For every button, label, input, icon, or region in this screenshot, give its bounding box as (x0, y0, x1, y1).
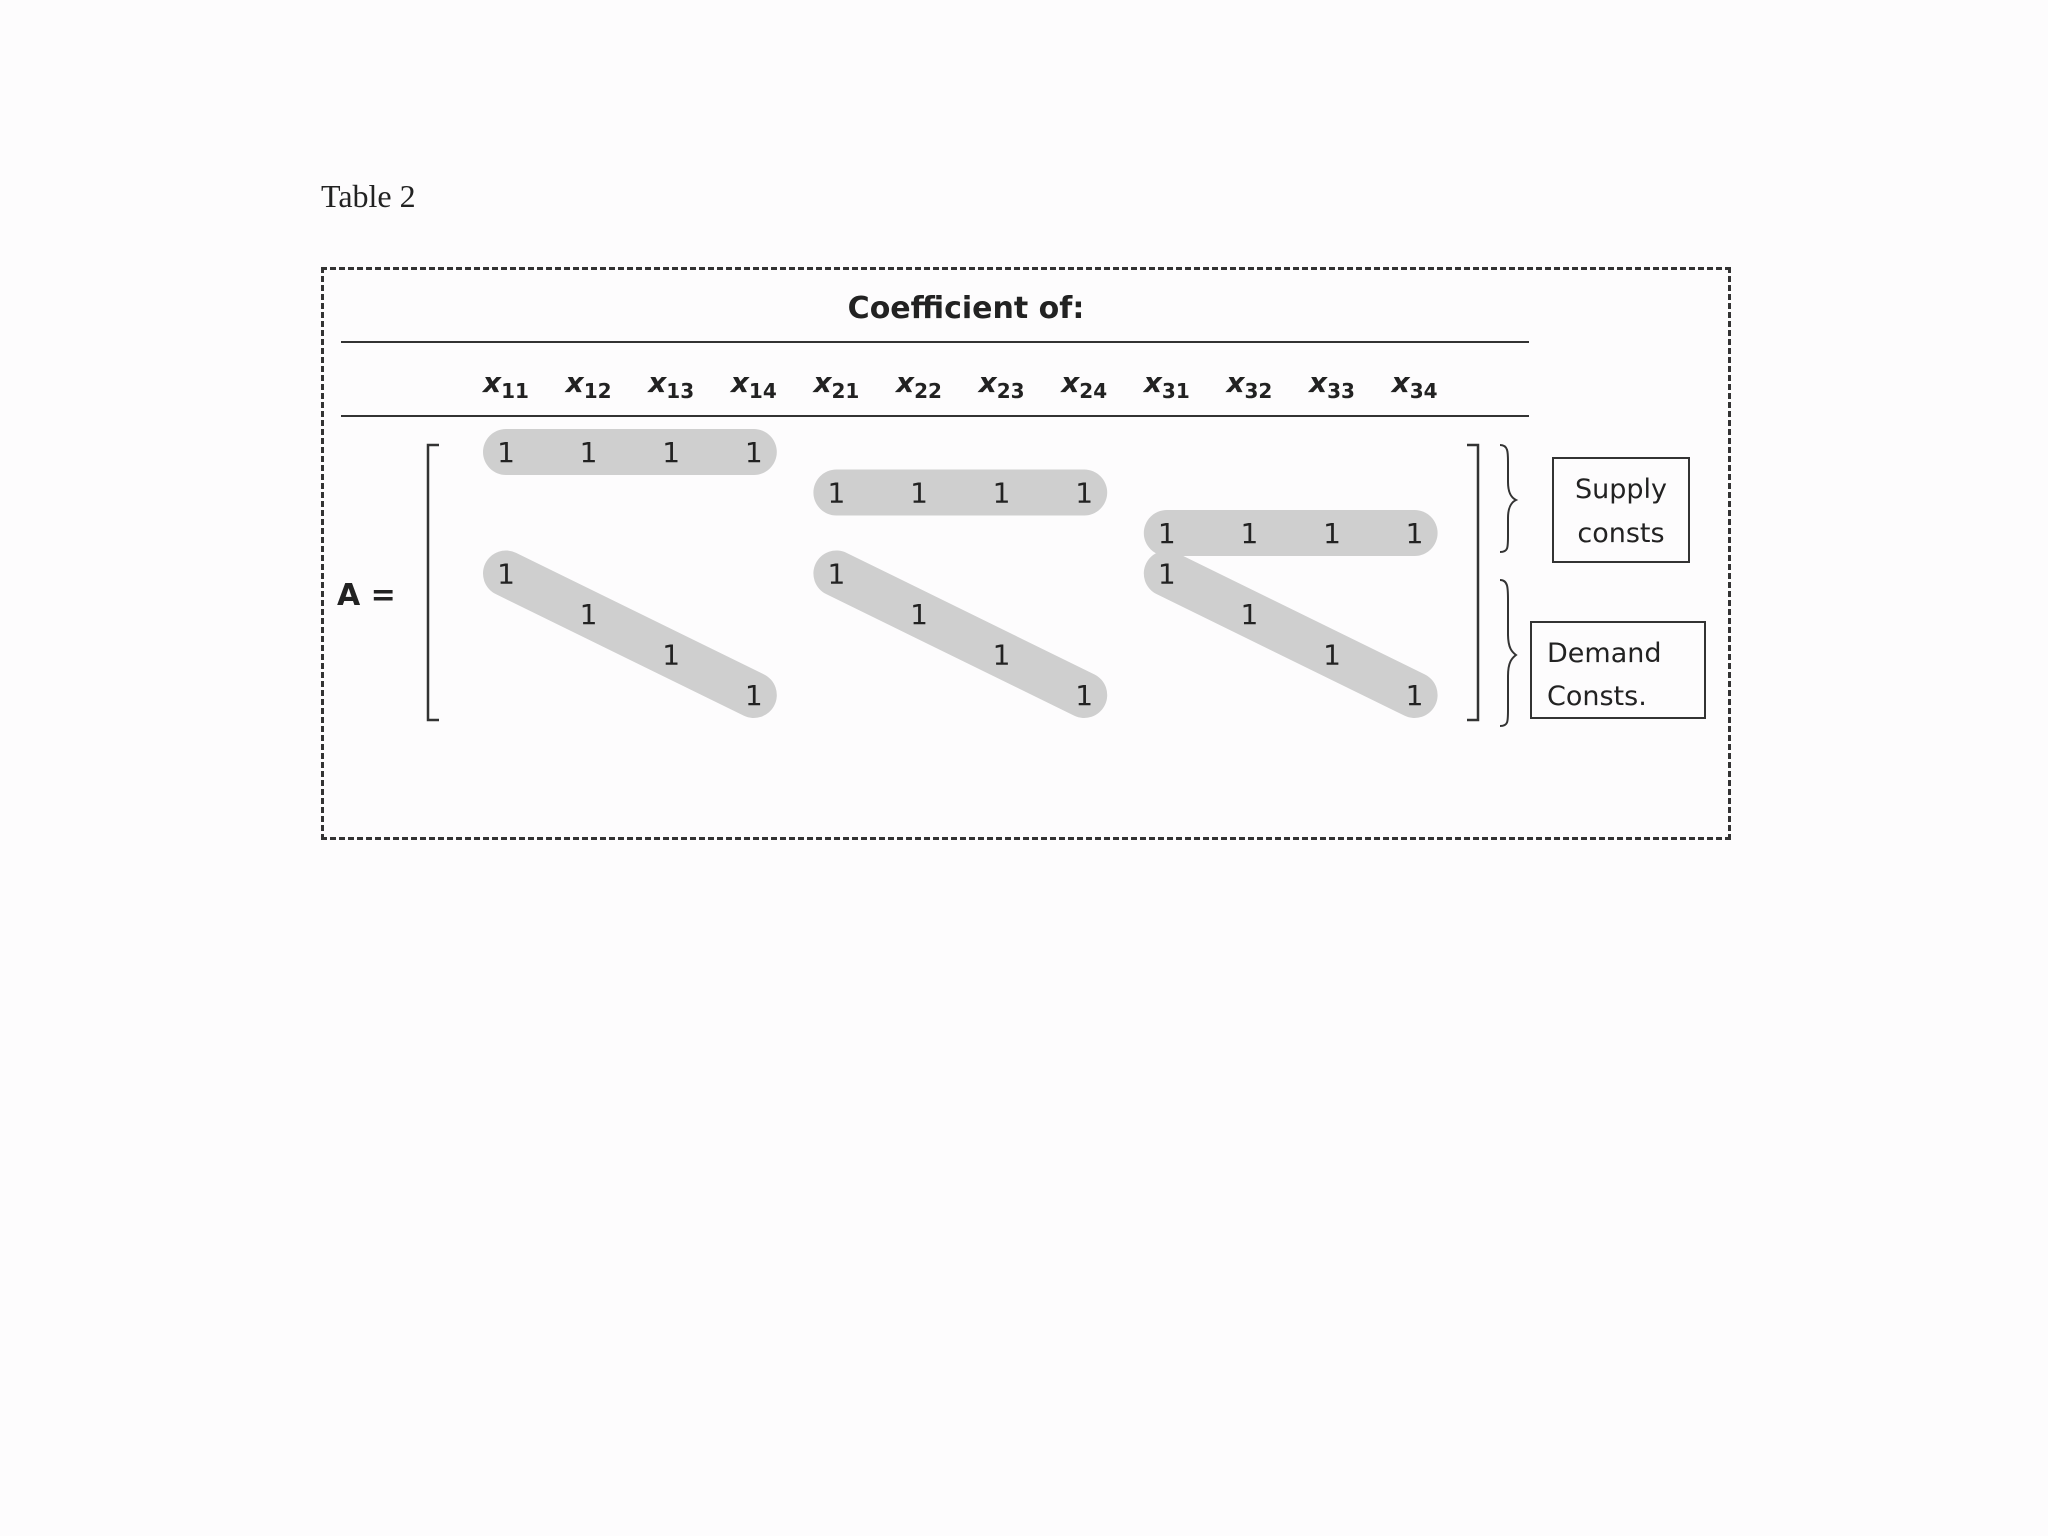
matrix-entry: 1 (992, 638, 1011, 672)
matrix-entry: 1 (1157, 557, 1176, 591)
variable-header-x24: $x_{24}$ (1061, 366, 1108, 403)
variable-header-x31: $x_{31}$ (1143, 366, 1190, 403)
variable-headers (481, 366, 1438, 403)
matrix-entry: 1 (497, 436, 515, 469)
matrix-entry: 1 (1240, 517, 1259, 550)
highlight-bands (506, 452, 1415, 695)
coefficient-header: Coefficient of: (847, 291, 1085, 326)
demand-highlight-1 (506, 574, 754, 696)
matrix-entry: 1 (1157, 517, 1176, 550)
left-bracket (428, 445, 439, 720)
matrix-entry: 1 (1075, 476, 1094, 510)
matrix-entry: 1 (1323, 517, 1341, 550)
matrix-entry: 1 (1240, 598, 1259, 631)
variable-header-x14: $x_{14}$ (730, 366, 777, 403)
demand-brace (1500, 580, 1516, 726)
variable-header-x22: $x_{22}$ (896, 366, 942, 403)
matrix-entry: 1 (1323, 638, 1341, 672)
matrix-entry: 1 (744, 436, 763, 469)
matrix-entry: 1 (910, 476, 928, 510)
demand-label-line-2: Consts. (1547, 681, 1647, 712)
variable-header-x11: $x_{11}$ (483, 366, 529, 403)
variable-header-x23: $x_{23}$ (978, 366, 1025, 403)
matrix-entry: 1 (497, 557, 515, 591)
matrix-entry: 1 (744, 679, 763, 712)
matrix-entry: 1 (827, 476, 846, 510)
matrix-entry: 1 (662, 638, 681, 672)
variable-header-x33: $x_{33}$ (1309, 366, 1355, 403)
variable-header-x34: $x_{34}$ (1391, 366, 1438, 403)
variable-header-x13: $x_{13}$ (648, 366, 695, 403)
transportation-matrix-figure (321, 267, 1731, 840)
matrix-entry: 1 (1405, 517, 1424, 550)
matrix-entry: 1 (1405, 679, 1424, 712)
supply-label-line-1: Supply (1574, 474, 1668, 505)
matrix-entry: 1 (827, 557, 846, 591)
supply-label-line-2: consts (1577, 518, 1665, 549)
supply-brace (1500, 445, 1516, 552)
matrix-entry: 1 (579, 436, 598, 469)
matrix-entry: 1 (992, 476, 1011, 510)
matrix-entry: 1 (662, 436, 681, 469)
coefficient-matrix-diagram (324, 270, 1728, 837)
variable-header-x21: $x_{21}$ (813, 366, 860, 403)
right-bracket (1467, 445, 1478, 720)
table-caption: Table 2 (321, 178, 416, 214)
demand-highlight-3 (1167, 574, 1415, 696)
matrix-entry: 1 (579, 598, 598, 631)
demand-highlight-2 (836, 574, 1084, 696)
matrix-label: A = (337, 578, 396, 613)
matrix-entry: 1 (1075, 679, 1094, 712)
variable-header-x32: $x_{32}$ (1226, 366, 1273, 403)
demand-label-line-1: Demand (1547, 638, 1662, 669)
matrix-entry: 1 (910, 598, 928, 631)
variable-header-x12: $x_{12}$ (565, 366, 612, 403)
